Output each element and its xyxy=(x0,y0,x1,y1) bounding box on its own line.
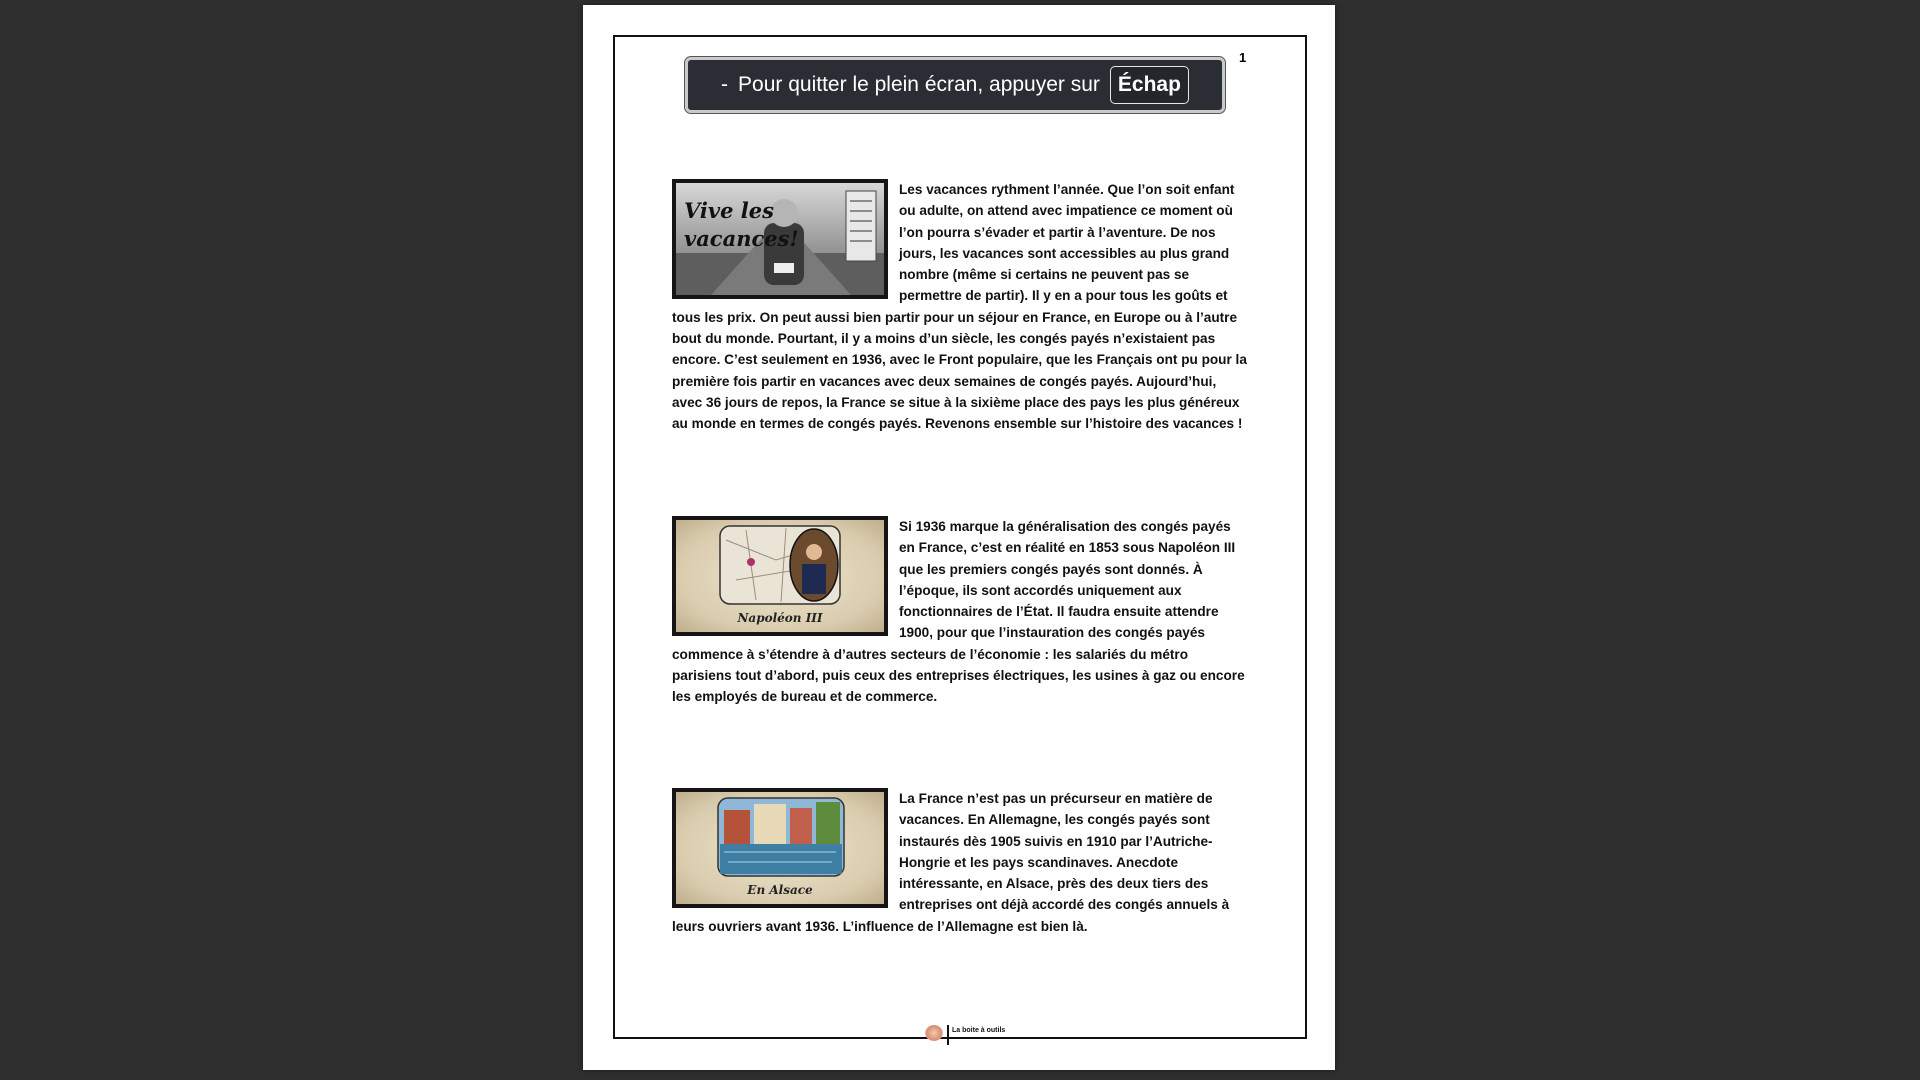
image-title: Vive les vacances! xyxy=(684,198,799,251)
footer-divider xyxy=(947,1025,949,1045)
section-text: La France n’est pas un précurseur en matière de vacances. En Allemagne, les congés payés sont instaurés dès 1905 suivis en 1910 par l’Autriche-Hongrie et les pays scandinaves. Anecdote intéressante, en Alsace, près des deux tiers des entreprises ont déjà accordé des congés annuels à leurs ouvriers avant 1936. L’influence de l’Allemagne est bien là. xyxy=(672,791,1230,934)
section-text: Les vacances rythment l’année. Que l’on soit enfant ou adulte, on attend avec impatience ce moment où l’on pourra s’évader et partir à l’aventure. De nos jours, les vacances sont accessibles au plus grand nombre (même si certains ne peuvent pas se permettre de partir). Il y en a pour tous les goûts et tous les prix. On peut aussi bien partir pour un séjour en France, en Europe ou à l’autre bout du monde. Pourtant, il y a moins d’un siècle, les congés payés n’existaient pas encore. C’est seulement en 1936, avec le Front populaire, que les Français ont pu pour la première fois partir en vacances avec deux semaines de congés payés. Aujourd’hui, avec 36 jours de repos, la France se situe à la sixième place des pays les plus généreux au monde en termes de congés payés. Revenons ensemble sur l’histoire des vacances ! xyxy=(672,182,1247,432)
notice-message: Pour quitter le plein écran, appuyer sur xyxy=(738,73,1100,96)
napoleon-map-image xyxy=(672,516,888,636)
page-number: 1 xyxy=(1239,50,1247,65)
alsace-town-image xyxy=(672,788,888,908)
vintage-car-image xyxy=(672,179,888,299)
section-text: Si 1936 marque la généralisation des congés payés en France, c’est en réalité en 1853 sous Napoléon III que les premiers congés payés sont donnés. À l’époque, ils sont accordés uniquement aux fonctionnaires de l’État. Il faudra ensuite attendre 1900, pour que l’instauration des congés payés commence à s’étendre à d’autres secteurs de l’économie : les salariés du métro parisiens tout d’abord, puis ceux des entreprises électriques, les usines à gaz ou encore les employés de bureau et de commerce. xyxy=(672,519,1245,705)
section-alsace xyxy=(672,788,1248,937)
escape-key-badge[interactable]: Échap xyxy=(1110,66,1189,104)
image-caption: En Alsace xyxy=(747,882,813,897)
document-page xyxy=(583,5,1335,1070)
image-caption: Napoléon III xyxy=(737,610,823,625)
footer-text: La boite à outils xyxy=(952,1027,1006,1034)
section-napoleon xyxy=(672,516,1248,708)
toolbox-logo-icon xyxy=(925,1025,943,1041)
notice-dash: - xyxy=(721,73,729,96)
section-vacances xyxy=(672,179,1248,435)
fullscreen-exit-notice xyxy=(685,57,1225,113)
